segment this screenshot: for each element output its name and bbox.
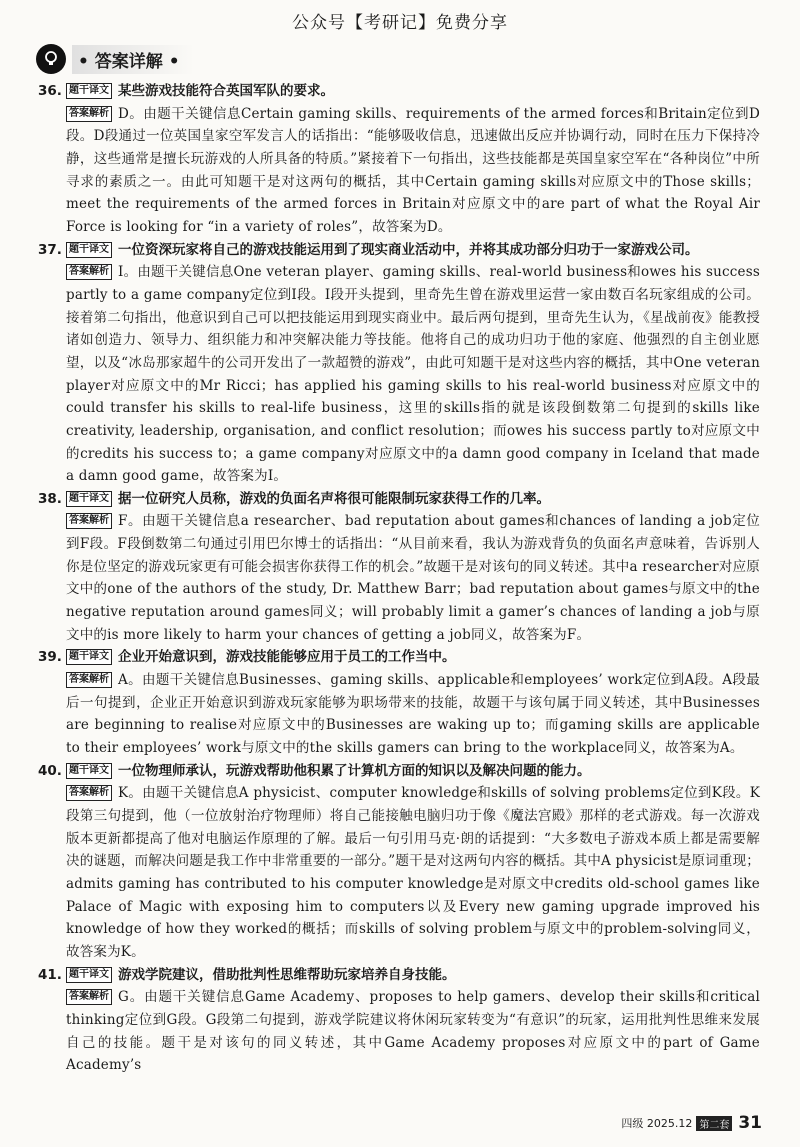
analysis-text: G。由题干关键信息Game Academy、proposes to help gamers、develop their skills和critical thinking定位到G段。G段第二句提到，游戏学院建议将休闲玩家转变为“有意识”的玩家，运用批判性思维来发展自己的技能。题干是对该句的同义转述，其中Game Academy proposes对应原文中的part of Game Academy’s [66, 989, 760, 1074]
question-number: 41. [38, 966, 62, 983]
analysis-text: D。由题干关键信息Certain gaming skills、requirements of the armed forces和Britain定位到D段。D段通过一位英国皇家空军发言人的话指出：“能够吸收信息，迅速做出反应并协调行动，同时在压力下保持冷静，这些通常是擅长玩游戏的人所具备的特质。”紧接着下一句指出，这些技能都是英国皇家空军在“各种岗位”中所寻求的素质之一。由此可知题干是对这两句的概括，其中Certain gaming skills对应原文中的Those skills；meet the requirements of the armed forces in Britain对应原文中的are part of what the Royal Air Force is looking for “in a variety of roles”，故答案为D。 [66, 105, 760, 235]
answer-item [38, 80, 760, 239]
analysis-tag: 答案解析 [66, 513, 112, 529]
item-translation-row [38, 239, 760, 262]
analysis-text: I。由题干关键信息One veteran player、gaming skills、real-world business和owes his success partly to a game company定位到I段。I段开头提到，里奇先生曾在游戏里运营一家由数百名玩家组成的公司。接着第二句指出，他意识到自己可以把技能运用到现实商业中。最后两句提到，里奇先生认为，《星战前夜》能教授诸如创造力、领导力、组织能力和冲突解决能力等技能。他将自己的成功归功于他的家庭、他强烈的自主创业愿望，以及“冰岛那家超牛的公司开发出了一款超赞的游戏”，由此可知题干是对这些内容的概括，其中One veteran player对应原文中的Mr Ricci；has applied his gaming skills to his real-world business对应原文中的could transfer his skills to real-life business，这里的skills指的就是该段倒数第二句提到的skills like creativity, leadership, organisation, and conflict resolution；而owes his success partly to对应原文中的credits his success to；a game company对应原文中的a damn good company in Iceland that made a damn good game，故答案为I。 [66, 264, 760, 485]
analysis-tag: 答案解析 [66, 106, 112, 122]
analysis-block [38, 103, 760, 239]
translation-tag: 题干译文 [66, 83, 112, 99]
question-number: 36. [38, 83, 62, 99]
answer-item [38, 646, 760, 759]
translation-tag: 题干译文 [66, 649, 112, 665]
translation-tag: 题干译文 [66, 242, 112, 258]
item-translation-row [38, 488, 760, 511]
question-number: 40. [38, 762, 62, 779]
analysis-tag: 答案解析 [66, 785, 112, 801]
lightbulb-icon [36, 44, 66, 74]
translation-tag: 题干译文 [66, 763, 112, 779]
answer-item [38, 760, 760, 964]
analysis-block [38, 986, 760, 1077]
analysis-tag: 答案解析 [66, 264, 112, 280]
item-translation-row [38, 760, 760, 783]
footer-volume: 第二套 [696, 1116, 732, 1131]
answer-item [38, 964, 760, 1077]
translation-text: 一位物理师承认，玩游戏帮助他积累了计算机方面的知识以及解决问题的能力。 [118, 762, 591, 779]
analysis-text: K。由题干关键信息A physicist、computer knowledge和skills of solving problems定位到K段。K段第三句提到，他（一位放射治疗物理师）将自己能接触电脑归功于像《魔法宫殿》那样的老式游戏。每一次游戏版本更新都提高了他对电脑运作原理的了解。最后一句引用马克·朗的话提到：“大多数电子游戏本质上都是需要解决的谜题，而解决问题是我工作中非常重要的一部分。”题干是对这两句内容的概括。其中A physicist是原词重现；admits gaming has contributed to his computer knowledge是对原文中credits old-school games like Palace of Magic with exposing him to computers以及Every new gaming upgrade improved his knowledge of how they worked的概括；而skills of solving problem与原文中的problem-solving同义，故答案为K。 [66, 785, 760, 960]
question-number: 38. [38, 490, 62, 507]
analysis-tag: 答案解析 [66, 672, 112, 688]
analysis-block [38, 782, 760, 963]
analysis-block [38, 669, 760, 760]
item-translation-row [38, 964, 760, 987]
answer-item [38, 488, 760, 647]
translation-text: 某些游戏技能符合英国军队的要求。 [118, 83, 334, 99]
answer-list [38, 80, 760, 1077]
analysis-text: F。由题干关键信息a researcher、bad reputation about games和chances of landing a job定位到F段。F段倒数第二句通过引用巴尔博士的话指出：“从目前来看，我认为游戏背负的负面名声意味着，告诉别人你是位坚定的游戏玩家更有可能会损害你获得工作的机会。”故题干是对该句的同义转述。其中a researcher对应原文中的one of the authors of the study, Dr. Matthew Barr；bad reputation about games与原文中的the negative reputation around games同义；will probably limit a gamer’s chances of landing a job与原文中的is more likely to harm your chances of getting a job同义，故答案为F。 [66, 513, 760, 643]
item-translation-row [38, 80, 760, 103]
analysis-block [38, 261, 760, 488]
section-label: • 答案详解 • [72, 45, 194, 74]
footer-level: 四级 2025.12 [621, 1117, 693, 1130]
answer-item [38, 239, 760, 488]
translation-text: 据一位研究人员称，游戏的负面名声将很可能限制玩家获得工作的几率。 [118, 490, 550, 507]
item-translation-row [38, 646, 760, 669]
page-number: 31 [738, 1113, 762, 1133]
translation-tag: 题干译文 [66, 967, 112, 983]
translation-text: 一位资深玩家将自己的游戏技能运用到了现实商业活动中，并将其成功部分归功于一家游戏公司。 [118, 241, 699, 258]
analysis-text: A。由题干关键信息Businesses、gaming skills、applicable和employees’ work定位到A段。A段最后一句提到，企业正开始意识到游戏玩家能够为职场带来的技能，故题干与该句属于同义转述，其中Businesses are beginning to realise对应原文中的Businesses are waking up to；而gaming skills are applicable to their employees’ work与原文中的the skills gamers can bring to the workplace同义，故答案为A。 [66, 672, 760, 757]
translation-text: 游戏学院建议，借助批判性思维帮助玩家培养自身技能。 [118, 966, 456, 983]
analysis-block [38, 510, 760, 646]
section-title [36, 44, 194, 74]
translation-text: 企业开始意识到，游戏技能能够应用于员工的工作当中。 [118, 649, 456, 666]
translation-tag: 题干译文 [66, 491, 112, 507]
page-footer [621, 1113, 762, 1133]
analysis-tag: 答案解析 [66, 989, 112, 1005]
page-header: 公众号【考研记】免费分享 [292, 13, 508, 33]
question-number: 39. [38, 649, 62, 666]
question-number: 37. [38, 241, 62, 258]
